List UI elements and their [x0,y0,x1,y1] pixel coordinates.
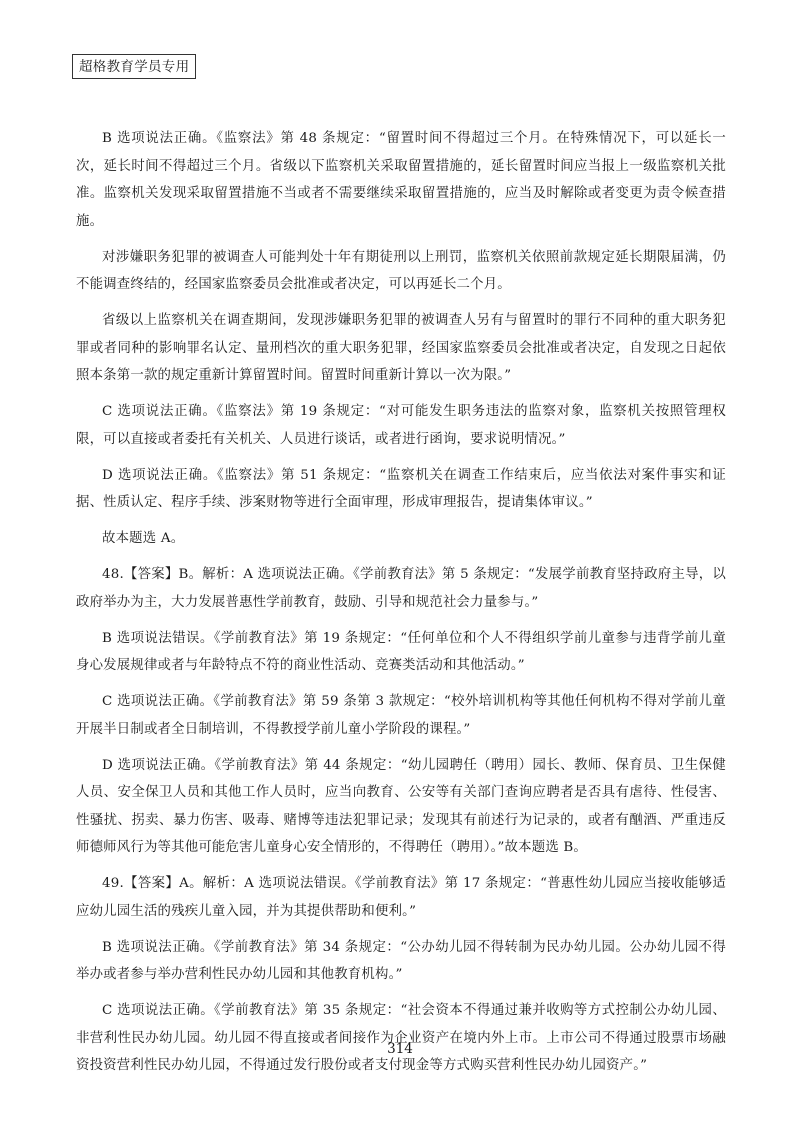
paragraph: C 选项说法正确。《监察法》第 19 条规定：“对可能发生职务违法的监察对象，监察机关按照管理权限，可以直接或者委托有关机关、人员进行谈话，或者进行函询，要求说明情况。” [76,404,726,447]
paragraph: B 选项说法错误。《学前教育法》第 19 条规定：“任何单位和个人不得组织学前儿童参与违背学前儿童身心发展规律或者与年龄特点不符的商业性活动、竞赛类活动和其他活动。” [76,630,726,673]
paragraph: D 选项说法正确。《学前教育法》第 44 条规定：“幼儿园聘任（聘用）园长、教师、保育员、卫生保健人员、安全保卫人员和其他工作人员时，应当向教育、公安等有关部门查询应聘者是否具有虐待、性侵害、性骚扰、拐卖、暴力伤害、吸毒、赌博等违法犯罪记录；发现其有前述行为记录的，或者有酗酒、严重违反师德师风行为等其他可能危害儿童身心安全情形的，不得聘任（聘用）。”故本题选 B。 [76,757,726,855]
header-watermark-label: 超格教育学员专用 [72,54,196,79]
paragraph: 对涉嫌职务犯罪的被调查人可能判处十年有期徒刑以上刑罚，监察机关依照前款规定延长期限届满，仍不能调查终结的，经国家监察委员会批准或者决定，可以再延长二个月。 [76,249,726,292]
paragraph: 故本题选 A。 [102,531,185,546]
paragraph: 48.【答案】B。解析：A 选项说法正确。《学前教育法》第 5 条规定：“发展学前教育坚持政府主导，以政府举办为主，大力发展普惠性学前教育，鼓励、引导和规范社会力量参与。” [76,567,726,610]
paragraph: 省级以上监察机关在调查期间，发现涉嫌职务犯罪的被调查人另有与留置时的罪行不同种的重大职务犯罪或者同种的影响罪名认定、量刑档次的重大职务犯罪，经国家监察委员会批准或者决定，自发现之日起依照本条第一款的规定重新计算留置时间。留置时间重新计算以一次为限。” [76,313,726,383]
paragraph: B 选项说法正确。《监察法》第 48 条规定：“留置时间不得超过三个月。在特殊情况下，可以延长一次，延长时间不得超过三个月。省级以下监察机关采取留置措施的，延长留置时间应当报上一级监察机关批准。监察机关发现采取留置措施不当或者不需要继续采取留置措施的，应当及时解除或者变更为责令候查措施。 [76,131,726,229]
paragraph: C 选项说法正确。《学前教育法》第 35 条规定：“社会资本不得通过兼并收购等方式控制公办幼儿园、非营利性民办幼儿园。幼儿园不得直接或者间接作为企业资产在境内外上市。上市公司不得通过股票市场融资投资营利性民办幼儿园，不得通过发行股份或者支付现金等方式购买营利性民办幼儿园资产。” [76,1003,726,1073]
document-body [76,125,726,1088]
page-number: 314 [387,1041,413,1057]
paragraph: C 选项说法正确。《学前教育法》第 59 条第 3 款规定：“校外培训机构等其他任何机构不得对学前儿童开展半日制或者全日制培训，不得教授学前儿童小学阶段的课程。” [76,694,726,737]
paragraph: D 选项说法正确。《监察法》第 51 条规定：“监察机关在调查工作结束后，应当依法对案件事实和证据、性质认定、程序手续、涉案财物等进行全面审理，形成审理报告，提请集体审议。” [76,467,726,510]
paragraph: 49.【答案】A。解析：A 选项说法错误。《学前教育法》第 17 条规定：“普惠性幼儿园应当接收能够适应幼儿园生活的残疾儿童入园，并为其提供帮助和便利。” [76,876,726,919]
paragraph: B 选项说法正确。《学前教育法》第 34 条规定：“公办幼儿园不得转制为民办幼儿园。公办幼儿园不得举办或者参与举办营利性民办幼儿园和其他教育机构。” [76,939,726,982]
